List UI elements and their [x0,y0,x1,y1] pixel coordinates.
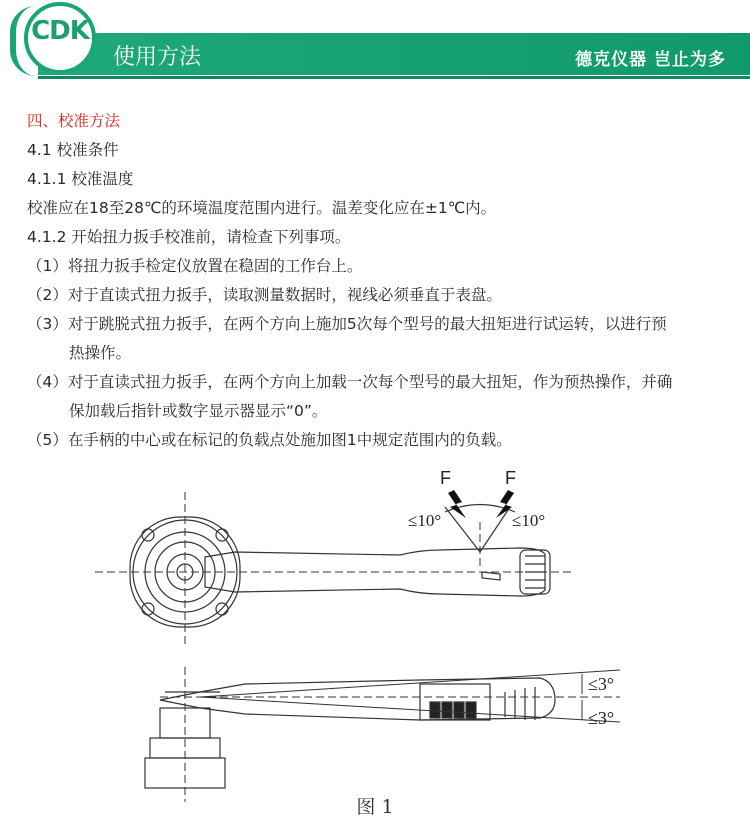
list-item-continuation: 保加载后指针或数字显示器显示“0”。 [69,402,328,420]
text-line: 校准应在18至28℃的环境温度范围内进行。温差变化应在±1℃内。 [27,199,497,217]
list-item: （1）将扭力扳手检定仪放置在稳固的工作台上。 [27,257,363,275]
brand-slogan: 德克仪器 岂止为多 [575,50,726,70]
section-heading: 四、校准方法 [27,112,121,130]
centerlines [95,492,620,802]
force-label: F [440,468,451,488]
angle-label: ≤10° [512,511,546,530]
wrench-side-view [145,678,555,788]
list-item: （3）对于跳脱式扭力扳手，在两个方向上施加5次每个型号的最大扭矩进行试运转，以进行预 [27,315,667,333]
text-line: 4.1.1 校准温度 [27,170,134,188]
logo-text: CDK [31,16,89,46]
angle-label: ≤3° [588,674,615,694]
list-item-continuation: 热操作。 [69,344,132,362]
list-item: （5）在手柄的中心或在标记的负载点处施加图1中规定范围内的负载。 [27,431,512,449]
angle-label: ≤3° [588,708,615,728]
text-line: 4.1.2 开始扭力扳手校准前，请检查下列事项。 [27,228,351,246]
logo [8,0,104,74]
angle-label: ≤10° [408,511,442,530]
figure-caption: 图 1 [356,796,394,818]
header-banner [0,0,750,80]
figure-torque-wrench-diagram [0,462,750,802]
list-item: （4）对于直读式扭力扳手，在两个方向上加载一次每个型号的最大扭矩，作为预热操作，并确 [27,373,673,391]
document-body [27,107,742,455]
list-item: （2）对于直读式扭力扳手，读取测量数据时，视线必须垂直于表盘。 [27,286,502,304]
page-title: 使用方法 [113,45,202,70]
text-line: 4.1 校准条件 [27,141,119,159]
force-label: F [505,468,516,488]
